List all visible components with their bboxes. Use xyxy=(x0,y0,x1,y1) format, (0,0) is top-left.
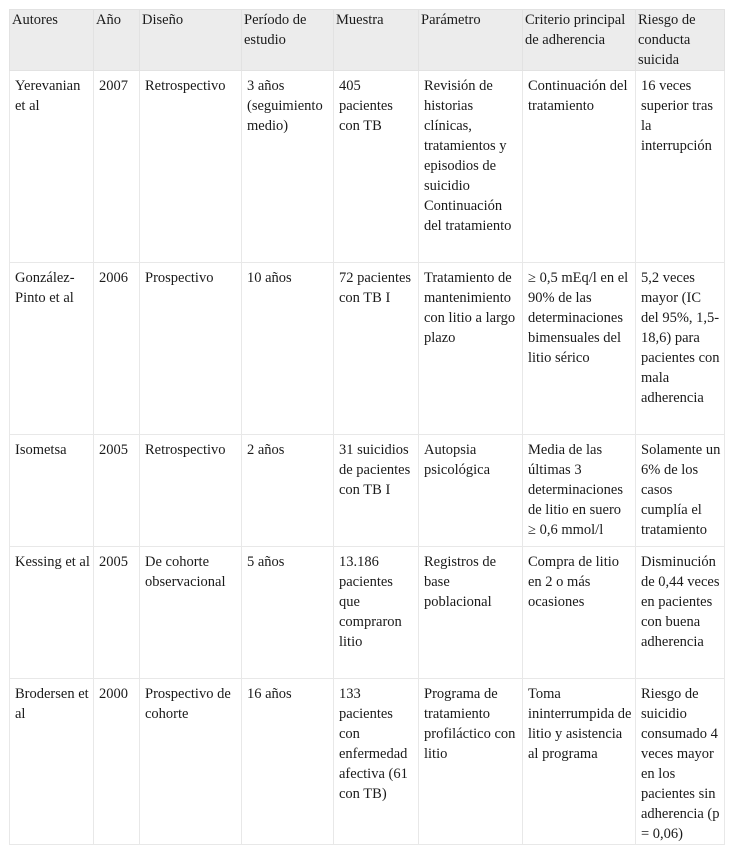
header-riesgo: Riesgo de conducta suicida xyxy=(636,10,725,71)
table-row xyxy=(10,435,725,547)
cell-muestra: 31 suicidios de pacientes con TB I xyxy=(334,435,419,547)
header-ano: Año xyxy=(94,10,140,71)
table-row xyxy=(10,71,725,263)
cell-periodo: 3 años (seguimiento medio) xyxy=(242,71,334,263)
cell-autores: Yerevanian et al xyxy=(10,71,94,263)
cell-diseno: Retrospectivo xyxy=(140,71,242,263)
cell-periodo: 10 años xyxy=(242,263,334,435)
header-periodo: Período de estudio xyxy=(242,10,334,71)
cell-riesgo: Disminución de 0,44 veces en pacientes con buena adherencia xyxy=(636,547,725,679)
cell-ano: 2007 xyxy=(94,71,140,263)
header-parametro: Parámetro xyxy=(419,10,523,71)
cell-diseno: Prospectivo de cohorte xyxy=(140,679,242,845)
cell-parametro: Tratamiento de mantenimiento con litio a largo plazo xyxy=(419,263,523,435)
cell-autores: González-Pinto et al xyxy=(10,263,94,435)
cell-riesgo: Riesgo de suicidio consumado 4 veces mayor en los pacientes sin adherencia (p = 0,06) xyxy=(636,679,725,845)
cell-autores: Brodersen et al xyxy=(10,679,94,845)
cell-riesgo: 5,2 veces mayor (IC del 95%, 1,5-18,6) para pacientes con mala adherencia xyxy=(636,263,725,435)
cell-ano: 2006 xyxy=(94,263,140,435)
studies-table xyxy=(9,9,725,845)
cell-diseno: De cohorte observacional xyxy=(140,547,242,679)
cell-riesgo: Solamente un 6% de los casos cumplía el tratamiento xyxy=(636,435,725,547)
cell-diseno: Prospectivo xyxy=(140,263,242,435)
table-row xyxy=(10,547,725,679)
cell-parametro: Programa de tratamiento profiláctico con litio xyxy=(419,679,523,845)
cell-criterio: Toma ininterrumpida de litio y asistencia al programa xyxy=(523,679,636,845)
cell-parametro: Registros de base poblacional xyxy=(419,547,523,679)
header-diseno: Diseño xyxy=(140,10,242,71)
header-criterio: Criterio principal de adherencia xyxy=(523,10,636,71)
cell-periodo: 2 años xyxy=(242,435,334,547)
cell-muestra: 405 pacientes con TB xyxy=(334,71,419,263)
cell-muestra: 133 pacientes con enfermedad afectiva (61 con TB) xyxy=(334,679,419,845)
header-row xyxy=(10,10,725,71)
cell-ano: 2000 xyxy=(94,679,140,845)
cell-riesgo: 16 veces superior tras la interrupción xyxy=(636,71,725,263)
cell-criterio: Media de las últimas 3 determinaciones de litio en suero ≥ 0,6 mmol/l xyxy=(523,435,636,547)
cell-autores: Kessing et al xyxy=(10,547,94,679)
cell-criterio: Continuación del tratamiento xyxy=(523,71,636,263)
header-muestra: Muestra xyxy=(334,10,419,71)
header-autores: Autores xyxy=(10,10,94,71)
cell-autores: Isometsa xyxy=(10,435,94,547)
cell-muestra: 13.186 pacientes que compraron litio xyxy=(334,547,419,679)
cell-periodo: 16 años xyxy=(242,679,334,845)
cell-muestra: 72 pacientes con TB I xyxy=(334,263,419,435)
cell-periodo: 5 años xyxy=(242,547,334,679)
cell-criterio: ≥ 0,5 mEq/l en el 90% de las determinaciones bimensuales del litio sérico xyxy=(523,263,636,435)
cell-diseno: Retrospectivo xyxy=(140,435,242,547)
cell-parametro: Autopsia psicológica xyxy=(419,435,523,547)
table-row xyxy=(10,679,725,845)
table-row xyxy=(10,263,725,435)
cell-ano: 2005 xyxy=(94,547,140,679)
cell-parametro: Revisión de historias clínicas, tratamientos y episodios de suicidio Continuación del tratamiento xyxy=(419,71,523,263)
cell-criterio: Compra de litio en 2 o más ocasiones xyxy=(523,547,636,679)
cell-ano: 2005 xyxy=(94,435,140,547)
